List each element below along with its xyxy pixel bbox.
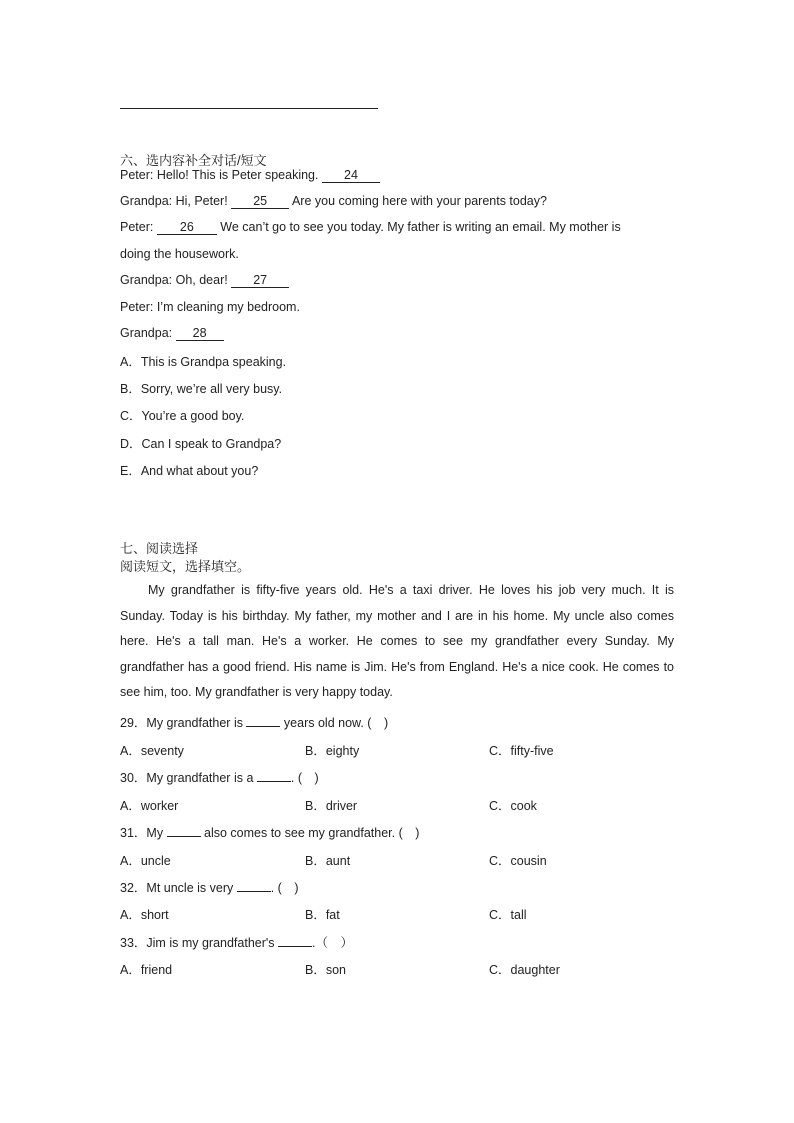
question-32: 32．Mt uncle is very . ( ) xyxy=(120,881,299,895)
choice-b[interactable]: B．eighty xyxy=(305,744,360,758)
choice-c[interactable]: C．cook xyxy=(489,799,537,813)
choice-b[interactable]: B．son xyxy=(305,963,346,977)
choice-b[interactable]: B．aunt xyxy=(305,854,351,868)
answer-blank[interactable] xyxy=(257,770,291,782)
dialogue-line: Grandpa: 28 xyxy=(120,326,224,341)
answer-blank-25[interactable]: 25 xyxy=(231,195,289,209)
answer-line xyxy=(120,108,378,109)
dialogue-line: Grandpa: Hi, Peter! 25 Are you coming here with your parents today? xyxy=(120,194,547,208)
dialogue-line: doing the housework. xyxy=(120,247,239,261)
choice-b[interactable]: B．driver xyxy=(305,799,358,813)
choice-a[interactable]: A．short xyxy=(120,908,169,922)
answer-blank-27[interactable]: 27 xyxy=(231,274,289,288)
option-d: D．Can I speak to Grandpa? xyxy=(120,437,282,451)
reading-passage: My grandfather is fifty-five years old. He's a taxi driver. He loves his job very much. It is Sunday. Today is his birthday. My father, my mother and I are in his home. My uncle also comes here. He's a tall man. He's a worker. He comes to see my grandfather every Sunday. My grandfather has a good friend. His name is Jim. He's from England. He's a nice cook. He comes to see him, too. My grandfather is very happy today. xyxy=(120,583,674,699)
option-b: B．Sorry, we’re all very busy. xyxy=(120,382,283,396)
section7-instruction: 阅读短文，选择填空。 xyxy=(120,559,251,574)
answer-blank[interactable] xyxy=(246,715,280,727)
dialogue-line: Peter: 26 We can’t go to see you today. My father is writing an email. My mother is xyxy=(120,220,621,234)
question-31: 31．My also comes to see my grandfather. ( ) xyxy=(120,826,420,840)
answer-blank[interactable] xyxy=(167,825,201,837)
choice-c[interactable]: C．fifty-five xyxy=(489,744,554,758)
answer-blank-24[interactable]: 24 xyxy=(322,169,380,183)
question-30: 30．My grandfather is a . ( ) xyxy=(120,771,319,785)
choice-a[interactable]: A．friend xyxy=(120,963,173,977)
choice-a[interactable]: A．uncle xyxy=(120,854,171,868)
question-29: 29．My grandfather is years old now. ( ) xyxy=(120,716,389,730)
choice-c[interactable]: C．cousin xyxy=(489,854,547,868)
answer-blank[interactable] xyxy=(278,935,312,947)
question-33: 33．Jim is my grandfather's .（ ） xyxy=(120,936,353,950)
dialogue-line: Peter: Hello! This is Peter speaking. 24 xyxy=(120,168,380,183)
section7-title: 七、阅读选择 xyxy=(120,541,199,556)
answer-blank-28[interactable]: 28 xyxy=(176,327,224,341)
dialogue-line: Grandpa: Oh, dear! 27 xyxy=(120,273,289,288)
answer-blank-26[interactable]: 26 xyxy=(157,221,217,235)
section6-title: 六、选内容补全对话/短文 xyxy=(120,153,267,168)
choice-a[interactable]: A．worker xyxy=(120,799,179,813)
choice-b[interactable]: B．fat xyxy=(305,908,340,922)
answer-blank[interactable] xyxy=(237,880,271,892)
dialogue-line: Peter: I’m cleaning my bedroom. xyxy=(120,300,300,314)
option-a: A．This is Grandpa speaking. xyxy=(120,355,287,369)
choice-c[interactable]: C．tall xyxy=(489,908,527,922)
option-e: E．And what about you? xyxy=(120,464,259,478)
option-c: C．You’re a good boy. xyxy=(120,409,245,423)
choice-c[interactable]: C．daughter xyxy=(489,963,560,977)
choice-a[interactable]: A．seventy xyxy=(120,744,184,758)
